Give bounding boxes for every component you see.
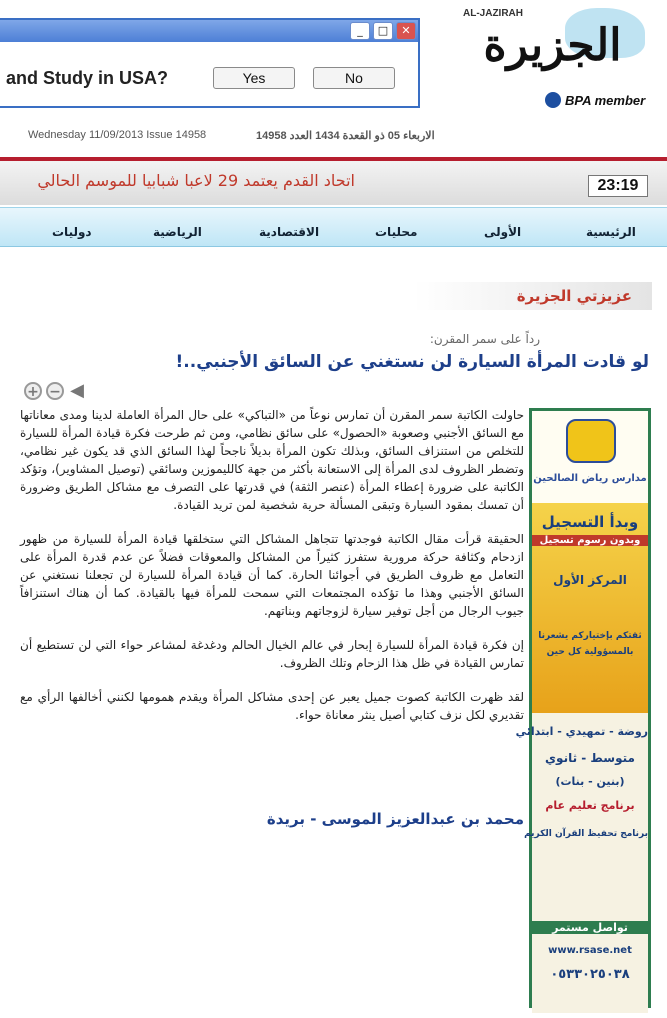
nav-item-home[interactable]: الرئيسية [586,225,636,239]
logo-arabic: الجزيرة [483,20,622,71]
ad-tagline: ثقتكم بإختياركم يشعرنا بالمسؤولية كل حين [538,631,642,657]
logo-latin: AL-JAZIRAH [463,8,523,19]
date-arabic: الاربعاء 05 ذو القعدة 1434 العدد 14958 [256,130,435,142]
ad-gender: (بنين - بنات) [555,775,625,788]
main-nav [0,207,667,247]
popup-question: and Study in USA? [6,68,168,88]
ad-levels: روضة - تمهيدي - ابتدائي [515,725,648,738]
ad-contact: تواصل مستمر [532,921,648,934]
ad-program: برنامج تعليم عام [545,799,635,812]
site-logo[interactable] [455,8,660,113]
article-paragraph: الحقيقة قرأت مقال الكاتبة فوجدتها تتجاهل المشاكل التي ستخلقها قيادة المرأة للسيارة من ظهور ازدحام وكثافة حركة مرورية ستفرز كثيراً من المشاكل والمعوقات فضلاً عن عدم قدرة المرأة على التعامل مع ظروف الطريق في أجوائنا الحارة. كما أن قيادة المرأة للسيارة لن تجعلنا نستغني عن السائق الأجنبي وهذا ما تؤكده المجتمعات التي سمحت للمرأة فيها بالقيادة. كما أن هناك استنزافاً جيوب الرجال من أجل توفير سيارة لزوجاتهم وبناتهم. [20,532,524,618]
close-button[interactable]: ✕ [396,22,416,40]
survey-popup [0,18,420,108]
news-ticker [0,157,667,205]
nav-item-sports[interactable]: الرياضية [153,225,202,239]
nav-item-economy[interactable]: الاقتصادية [259,225,320,239]
ad-phone: ٠٥٣٣٠٢٥٠٣٨ [550,967,630,982]
font-tools [24,380,90,402]
minimize-button[interactable]: _ [350,22,370,40]
article-author: محمد بن عبدالعزيز الموسى - بريدة [266,810,524,828]
section-header [414,282,652,310]
article-headline: لو قادت المرأة السيارة لن نستغني عن السائق الأجنبي..! [175,352,649,372]
ad-school-name: مدارس رياض الصالحين [533,473,647,484]
article-paragraph: إن فكرة قيادة المرأة للسيارة إبحار في عالم الخيال الحالم ودغدغة لمشاعر حواء التي لن تستطيع أن تمارس القيادة في ظل هذا الزحام وتلك الظروف. [20,638,524,670]
bpa-icon [545,92,561,108]
zoom-in-icon[interactable]: + [24,382,42,400]
ad-center: المركز الأول [553,573,627,587]
ticker-news[interactable]: اتحاد القدم يعتمد 29 لاعبا شبابيا للموسم الحالي [37,171,355,190]
article-body [20,406,524,740]
article-paragraph: لقد ظهرت الكاتبة كصوت جميل يعبر عن إحدى مشاكل المرأة ويقدم همومها لكنني أخالفها الرأي مع تقديري لكل نزف كتابي أصيل ينثر معاناة حواء. [20,690,524,722]
zoom-out-icon[interactable]: − [46,382,64,400]
no-button[interactable]: No [313,67,395,89]
ad-quran: برنامج تحفيظ القرآن الكريم [524,829,648,839]
nav-item-first[interactable]: الأولى [484,225,522,239]
maximize-button[interactable]: □ [373,22,393,40]
bpa-member: BPA member [565,93,646,108]
ad-details [515,713,648,1013]
section-title: عزيزتي الجزيرة [516,287,632,305]
back-arrow-icon[interactable]: ◀ [70,380,84,401]
ad-header [532,411,648,503]
article-paragraph: حاولت الكاتبة سمر المقرن أن تمارس نوعاً من «التباكي» على حال المرأة العاملة لدينا ومدى معاناتها مع السائق الأجنبي وصعوبة «الحصول» على سائق نظامي، ومن ثم طرحت فكرة قيادة المرأة للسيارة للتخلص من استنزاف السائق، وبذلك تكون المرأة بديلاً ناجحاً لهذا السائق الذي قد يكون غير نظامي، وتضطر الظروف لدى المرأة إلى الاستعانة بأكثر من جهة كالليموزين وسائقي (توصيل المشاوير)، وتؤكد الكاتبة على ضرورة إعطاء المرأة (عنصر الثقة) في قدرتها على التصرف مع مشاكل الطريق وضرورة أن تمسك بمقود السيارة وتبقى المسألة حرية شخصية لمن تريد القيادة. [20,408,524,512]
nav-item-international[interactable]: دوليات [52,225,92,239]
ad-free: وبدون رسوم تسجيل [532,535,648,546]
yes-button[interactable]: Yes [213,67,295,89]
date-english: Wednesday 11/09/2013 Issue 14958 [28,129,207,141]
school-advertisement[interactable] [515,408,651,1008]
ticker-clock: 23:19 [588,175,648,197]
ad-registration: وبدأ التسجيل [541,513,639,531]
nav-item-local[interactable]: محليات [375,225,418,239]
article-kicker: رداً على سمر المقرن: [429,332,540,346]
ad-levels-2: متوسط - ثانوي [545,751,635,765]
ad-website[interactable]: www.rsase.net [548,945,632,956]
school-crest-icon [566,419,616,463]
ad-banner [532,503,648,713]
